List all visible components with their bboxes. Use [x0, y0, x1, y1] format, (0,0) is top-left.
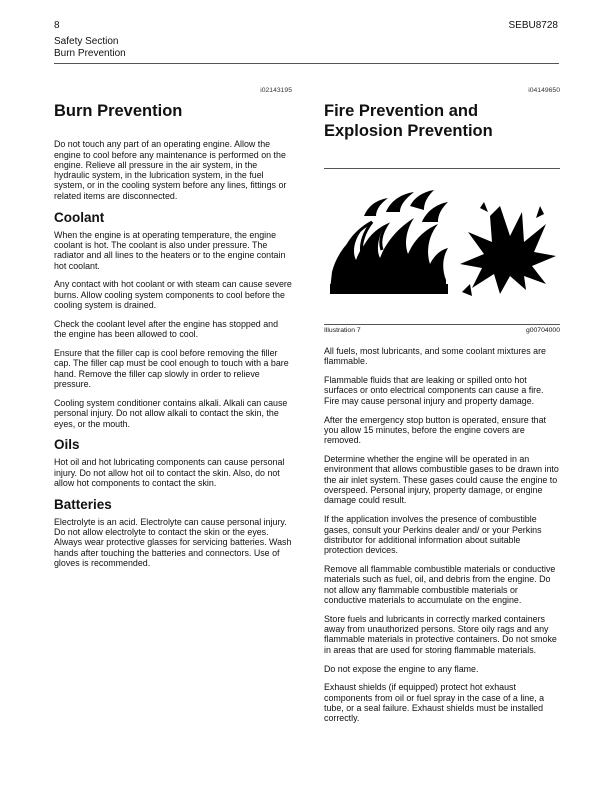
document-code: SEBU8728 [508, 20, 558, 31]
burn-prevention-title: Burn Prevention [54, 102, 183, 121]
illustration-bottom-rule [324, 324, 560, 325]
page-number: 8 [54, 20, 60, 31]
right-column [324, 86, 560, 141]
fire-paragraph: Remove all flammable combustible materials or conductive materials such as fuel, oil, and debris from the engine. Do not allow any flammable combustible materials or conductive materials to accumulate on the engine. [324, 564, 556, 605]
burn-intro: Do not touch any part of an operating engine. Allow the engine to cool before any maintenance is performed on the engine. Relieve all pressure in the air system, in the hydraulic system, in the lubrication system, in the fuel system, or in the cooling system before any lines, fittings or related items are disconnected. [54, 139, 287, 201]
fire-prevention-title: Fire Prevention and Explosion Prevention [324, 102, 493, 141]
coolant-heading: Coolant [54, 209, 105, 225]
fire-paragraph: Store fuels and lubricants in correctly marked containers away from unauthorized persons. Store oily rags and any flammable materials in protective containers. Do not smoke in areas that are used for storing flammable materials. [324, 613, 557, 655]
batteries-paragraph: Electrolyte is an acid. Electrolyte can cause personal injury. Do not allow electrolyte to contact the skin or the eyes. Always wear protective glasses for servicing batteries. Wash hands after touching the batteries and connectors. Use of gloves is recommended. [54, 516, 292, 569]
fire-paragraph: Do not expose the engine to any flame. [324, 663, 479, 674]
explosion-icon [324, 172, 560, 320]
right-body [324, 346, 560, 732]
fire-paragraph: Flammable fluids that are leaking or spilled onto hot surfaces or onto electrical components can cause a fire. Fire may cause personal injury and property damage. [324, 375, 544, 406]
illustration-label: Illustration 7 [324, 327, 361, 334]
illustration-top-rule [324, 168, 560, 169]
coolant-paragraph: When the engine is at operating temperature, the engine coolant is hot. The coolant is also under pressure. The radiator and all lines to the heaters or to the engine contain hot coolant. [54, 229, 286, 271]
fire-paragraph: After the emergency stop button is operated, ensure that you allow 15 minutes, before the engine covers are removed. [324, 414, 547, 446]
fire-paragraph: Exhaust shields (if equipped) protect hot exhaust components from oil or fuel spray in the case of a line, a tube, or a seal failure. Exhaust shields must be installed correctly. [324, 682, 545, 724]
fire-explosion-illustration [324, 172, 560, 320]
header-section: Safety Section [54, 36, 119, 47]
oils-paragraph: Hot oil and hot lubricating components can cause personal injury. Do not allow hot oil to contact the skin. Also, do not allow hot components to contact the skin. [54, 457, 285, 488]
coolant-paragraph: Check the coolant level after the engine has stopped and the engine has been allowed to cool. [54, 318, 279, 340]
fire-paragraph: Determine whether the engine will be operated in an environment that allows combustible gases to be drawn into the air inlet system. These gases could cause the engine to overspeed. Personal injury, property damage, or engine damage could result. [324, 454, 559, 506]
left-column [54, 86, 292, 577]
header-divider [54, 63, 559, 64]
right-ref-id: i04149650 [528, 87, 560, 94]
fire-paragraph: All fuels, most lubricants, and some coolant mixtures are flammable. [324, 346, 546, 367]
fire-paragraph: If the application involves the presence of combustible gases, consult your Perkins dealer and/ or your Perkins distributor for additional information about suitable protection devices. [324, 514, 542, 556]
batteries-heading: Batteries [54, 496, 112, 512]
coolant-paragraph: Cooling system conditioner contains alkali. Alkali can cause personal injury. Do not allow alkali to contact the skin, the eyes, or the mouth. [54, 397, 288, 429]
coolant-paragraph: Any contact with hot coolant or with steam can cause severe burns. Allow cooling system components to cool before the cooling system is drained. [54, 279, 292, 311]
coolant-paragraph: Ensure that the filler cap is cool before removing the filler cap. The filler cap must be cool enough to touch with a bare hand. Remove the filler cap slowly in order to relieve pressure. [54, 348, 289, 390]
oils-heading: Oils [54, 437, 80, 453]
left-ref-id: i02143195 [260, 87, 292, 94]
header-subsection: Burn Prevention [54, 48, 126, 59]
illustration-id: g00704000 [525, 327, 560, 334]
